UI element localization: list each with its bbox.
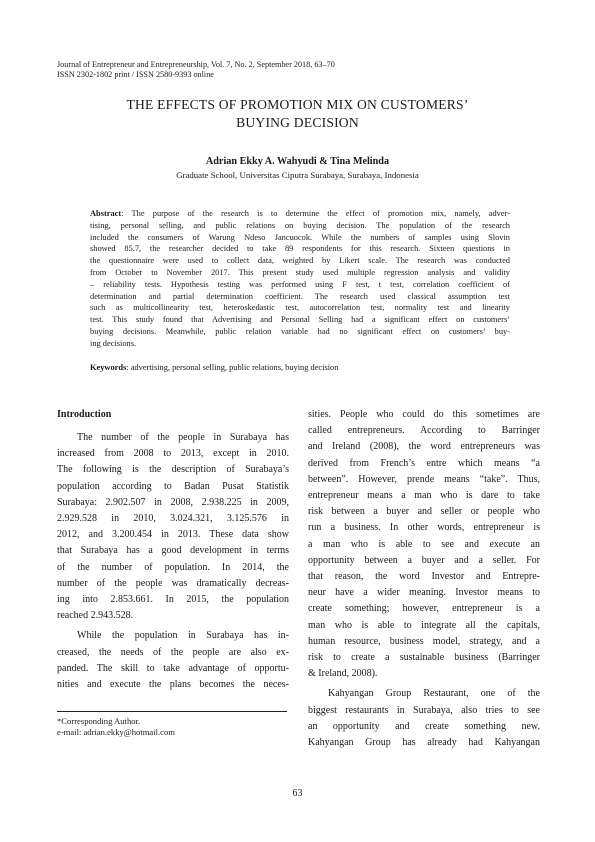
- body-line: run a business. In other words, entrepreneur is: [308, 522, 540, 534]
- abstract-line: from October to November 2017. This present study used multiple regression analysis and validity: [90, 267, 510, 277]
- body-line: man who is able to integrate all the capitals,: [308, 619, 540, 631]
- body-line: entrepreneur means a man who is dare to take: [308, 490, 540, 502]
- journal-citation: Journal of Entrepreneur and Entrepreneurship, Vol. 7, No. 2, September 2018, 63–70: [57, 60, 335, 69]
- section-heading-introduction: Introduction: [57, 409, 112, 420]
- abstract-line: [90, 208, 510, 220]
- body-column-left: [57, 407, 289, 693]
- body-line: neur have a wider meaning. Investor means to: [308, 587, 540, 599]
- abstract-line: such as multicollinearity test, heteroskedastic test, autocorrelation test, normality test and linearity: [90, 303, 510, 313]
- body-line: reached 2.943.528.: [57, 610, 134, 622]
- footnote-corresponding-author: *Corresponding Author.: [57, 716, 141, 726]
- journal-issn: ISSN 2302-1802 print / ISSN 2580-9393 online: [57, 70, 214, 79]
- body-line: population according to Badan Pusat Statistik: [57, 480, 289, 492]
- keywords-text: : advertising, personal selling, public relations, buying decision: [126, 363, 339, 372]
- abstract-line: buying decisions. Meanwhile, public relation variable had no significant effect on customers’ buy-: [90, 326, 510, 336]
- body-line: Surabaya: 2.902.507 in 2008, 2.938.225 in 2009,: [57, 496, 289, 508]
- body-line: called entrepreneurs. According to Barringer: [308, 425, 540, 437]
- body-line: increased from 2008 to 2013, except in 2010.: [57, 448, 289, 460]
- keywords-label: Keywords: [90, 363, 127, 372]
- abstract-line: the questionnaire were used to collect data, weighted by Likert scale. The research was conducted: [90, 256, 510, 266]
- body-line: & Ireland, 2008).: [308, 668, 378, 680]
- body-line: that Surabaya has a good development in terms: [57, 545, 289, 557]
- abstract-line: ing decisions.: [90, 338, 137, 348]
- abstract-line: – reliability tests. Hypothesis testing was performed using F test, t test, correlation coefficient of: [90, 279, 510, 289]
- abstract-label: Abstract: [90, 209, 122, 218]
- body-line: creased, the needs of the people are also ex-: [57, 646, 289, 658]
- body-line: Kahyangan Group has already had Kahyangan: [308, 737, 540, 749]
- page-number: 63: [292, 788, 303, 799]
- body-line: and Ireland (2008), the word entrepreneurs was: [308, 441, 540, 453]
- keywords: [90, 362, 510, 373]
- author-affiliation: Graduate School, Universitas Ciputra Surabaya, Surabaya, Indonesia: [176, 170, 419, 180]
- body-line: Kahyangan Group Restaurant, one of the: [328, 688, 540, 700]
- body-line: that reason, the word Investor and Entrepre-: [308, 571, 540, 583]
- abstract-first-line-text: : The purpose of the research is to determine the effect of promotion mix, namely, adver-: [121, 209, 510, 218]
- body-line: ing into 2.853.661. In 2015, the population: [57, 594, 289, 606]
- body-line: While the population in Surabaya has in-: [77, 630, 289, 642]
- body-line: The number of the people in Surabaya has: [77, 432, 289, 443]
- body-line: risk between a buyer and seller or people who: [308, 506, 540, 518]
- body-line: a man who is able to see and execute an: [308, 538, 540, 550]
- body-line: 2.929.528 in 2010, 3.024.321, 3.125.576 in: [57, 513, 289, 525]
- abstract: [90, 208, 510, 350]
- abstract-line: determination and partial determination coefficient. The research used classical assumption test: [90, 291, 510, 301]
- abstract-line: test. This study found that Advertising and Personal Selling had a significant effect on customers’: [90, 315, 510, 325]
- body-line: panded. The skill to take advantage of opportu-: [57, 662, 289, 674]
- body-column-right: [308, 407, 540, 751]
- paper-title-line-2: BUYING DECISION: [236, 115, 359, 130]
- body-line: biggest restaurants in Surabaya, also tries to see: [308, 704, 540, 716]
- body-line: nities and execute the plans becomes the neces-: [57, 679, 289, 691]
- body-line: 2012, and 3.200.454 in 2013. These data show: [57, 529, 289, 541]
- body-line: The following is the description of Surabaya’s: [57, 464, 289, 476]
- abstract-line: tising, personal selling, and public relations on buying decision. The population of the research: [90, 220, 510, 230]
- body-line: human resource, business model, strategy, and a: [308, 635, 540, 647]
- body-line: an opportunity and create something new.: [308, 720, 540, 732]
- body-line: derived from French’s entre which means “a: [308, 457, 540, 469]
- footnote-email: e-mail: adrian.ekky@hotmail.com: [57, 727, 175, 737]
- body-line: sities. People who could do this sometimes are: [308, 409, 540, 420]
- author-names: Adrian Ekky A. Wahyudi & Tina Melinda: [205, 156, 390, 167]
- abstract-line: showed 85.7, the researcher decided to take 89 respondents for this research. Sixteen questions in: [90, 244, 510, 254]
- body-line: between”. However, prende means “take”. Thus,: [308, 473, 540, 485]
- footnote-divider: [57, 711, 287, 712]
- body-line: risk to create a sustainable business (Barringer: [308, 652, 540, 664]
- body-line: of the number of population. In 2014, the: [57, 561, 289, 573]
- body-line: create something; however, entrepreneur is a: [308, 603, 540, 615]
- body-line: number of the people was dramatically decreas-: [57, 577, 289, 589]
- paper-title-line-1: THE EFFECTS OF PROMOTION MIX ON CUSTOMERS’: [126, 97, 469, 112]
- body-line: opportunity between a buyer and a seller. For: [308, 554, 540, 566]
- abstract-line: included the consumers of Warung Ndeso Jancuocok. While the numbers of samples using Slovin: [90, 232, 510, 242]
- paper-title: [60, 96, 535, 132]
